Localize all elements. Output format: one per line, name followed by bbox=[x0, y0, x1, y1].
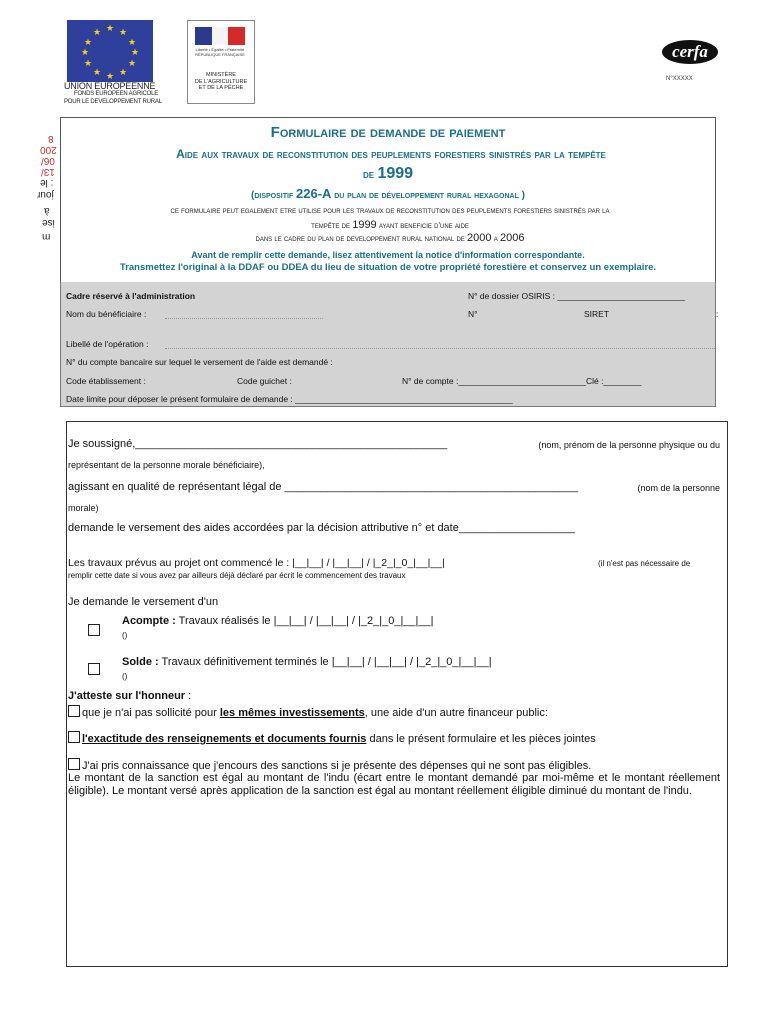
representant-text: représentant de la personne morale bénéficiaire), bbox=[68, 460, 265, 470]
eu-flag-logo: ★ ★ ★ ★ ★ ★ ★ ★ ★ ★ ★ ★ bbox=[67, 20, 153, 82]
also-line3-year1: 2000 bbox=[467, 232, 492, 244]
siret-colon: : bbox=[716, 309, 719, 319]
also-line2-year: 1999 bbox=[352, 219, 377, 231]
acompte-checkbox[interactable] bbox=[88, 624, 100, 636]
eu-caption-line3: POUR LE DEVELOPPEMENT RURAL bbox=[64, 99, 162, 105]
side-note-l7: 06/ bbox=[41, 155, 55, 166]
soussigne-field[interactable]: Je soussigné,___________________________________________________ bbox=[68, 438, 448, 450]
attestation-heading bbox=[68, 690, 191, 702]
side-note-l4: jour bbox=[37, 189, 54, 200]
eu-caption-line1: UNION EUROPEENNE bbox=[64, 81, 156, 91]
attest-exactitude-checkbox[interactable] bbox=[68, 731, 80, 743]
acompte-row bbox=[122, 615, 434, 627]
attest-exactitude bbox=[68, 731, 596, 745]
also-line2-post: ayant beneficie d'une aide bbox=[378, 221, 469, 230]
travaux-note: (il n'est pas nécessaire de bbox=[598, 559, 691, 568]
also-line2 bbox=[70, 219, 710, 231]
eu-caption bbox=[64, 82, 164, 106]
marianne-logo bbox=[195, 27, 245, 45]
attest2-bold: l'exactitude des renseignements et documents fournis bbox=[82, 733, 367, 745]
osiris-field[interactable]: N° de dossier OSIRIS : ___________________________ bbox=[468, 291, 686, 301]
code-guichet-field[interactable]: Code guichet : bbox=[237, 376, 292, 386]
solde-date[interactable]: Travaux définitivement terminés le |__|__| / |__|__| / |_2_|_0_|__|__| bbox=[161, 656, 492, 668]
solde-label: Solde : bbox=[122, 656, 159, 668]
year-value: 1999 bbox=[377, 165, 414, 182]
deadline-field[interactable]: Date limite pour déposer le présent formulaire de demande : ______________________________________________ bbox=[66, 394, 513, 404]
also-line3-pre: dans le cadre du plan de developpement rural national de bbox=[255, 234, 465, 243]
account-number-field[interactable]: N° de compte :___________________________Clé :________ bbox=[402, 376, 642, 386]
rf-name: RÉPUBLIQUE FRANÇAISE bbox=[195, 52, 245, 57]
dispositif-post: du plan de développement rural hexagonal ) bbox=[334, 190, 525, 201]
dispositif-pre: (dispositif bbox=[251, 190, 294, 201]
solde-checkbox[interactable] bbox=[88, 663, 100, 675]
siret-label: SIRET bbox=[584, 309, 610, 319]
dispositif-number: 226-A bbox=[296, 186, 332, 201]
attest1-bold: les mêmes investissements bbox=[219, 707, 365, 719]
solde-paren: () bbox=[122, 672, 128, 681]
side-note-l6: 13/ bbox=[41, 166, 55, 177]
attest1-post: , une aide d'un autre financeur public: bbox=[364, 707, 548, 719]
form-subtitle: Aide aux travaux de reconstitution des peuplements forestiers sinistrés par la tempête bbox=[176, 147, 606, 161]
decision-field[interactable]: demande le versement des aides accordées par la décision attributive n° et date___________________ bbox=[68, 522, 576, 534]
bank-account-label: N° du compte bancaire sur lequel le versement de l'aide est demandé : bbox=[66, 357, 333, 367]
libelle-label: Libellé de l'opération : bbox=[66, 339, 149, 349]
attest-sanctions bbox=[68, 758, 591, 772]
libelle-field[interactable] bbox=[165, 348, 715, 349]
also-line3 bbox=[70, 232, 710, 244]
cerfa-number: N°XXXXX bbox=[666, 76, 693, 82]
travaux-start-date[interactable]: Les travaux prévus au projet ont commencé le : |__|__| / |__|__| / |_2_|_0_|__|__| bbox=[68, 557, 445, 569]
dispositif-line bbox=[60, 186, 716, 201]
attest3-text: J'ai pris connaissance que j'encours des sanctions si je présente des dépenses qui ne sont pas éligibles. bbox=[82, 760, 592, 772]
notice-instruction: Avant de remplir cette demande, lisez attentivement la notice d'information correspondante. bbox=[191, 250, 585, 260]
ministry-text bbox=[190, 72, 252, 92]
attestation-colon: : bbox=[185, 690, 192, 702]
side-note-l9: 8 bbox=[48, 133, 54, 144]
ministry-line3: ET DE LA PÊCHE bbox=[198, 85, 244, 91]
eu-caption-line2: FONDS EUROPEEN AGRICOLE bbox=[74, 91, 159, 97]
sanction-explanation: Le montant de la sanction est égal au montant de l'indu (écart entre le montant demandé par moi-même et le montant réellement éligible). Le montant versé après application de la sanction est égal au montant réellement éligible diminué du montant de l'indu. bbox=[68, 772, 720, 797]
travaux-note-2: remplir cette date si vous avez par ailleurs déjà déclaré par écrit le commencement des travaux bbox=[68, 571, 406, 580]
also-line1: ce formulaire peut egalement etre utilise pour les travaux de reconstitution des peuplements forestiers sinistrés par la bbox=[170, 206, 610, 215]
no-label: N° bbox=[468, 309, 478, 319]
solde-row bbox=[122, 656, 492, 668]
acompte-paren: () bbox=[122, 631, 128, 640]
agissant-note: (nom de la personne bbox=[637, 483, 720, 493]
republique-text bbox=[190, 47, 250, 57]
agissant-field[interactable]: agissant en qualité de représentant légal de ________________________________________________ bbox=[68, 481, 579, 493]
ministry-line2: DE L'AGRICULTURE bbox=[194, 78, 248, 85]
also-line3-year2: 2006 bbox=[500, 232, 525, 244]
also-line3-mid: a bbox=[493, 234, 498, 243]
also-line2-pre: tempête de bbox=[311, 221, 350, 230]
side-note-l5: : le bbox=[40, 177, 54, 188]
form-title: Formulaire de demande de paiement bbox=[270, 124, 506, 141]
side-note-l8: 200 bbox=[40, 144, 57, 155]
form-year bbox=[60, 165, 716, 183]
soussigne-note: (nom, prénom de la personne physique ou du bbox=[538, 440, 720, 450]
ministry-line1: MINISTÈRE bbox=[206, 72, 236, 78]
cerfa-logo: cerfa bbox=[662, 40, 718, 64]
morale-text: morale) bbox=[68, 503, 99, 513]
beneficiaire-field[interactable] bbox=[165, 318, 323, 319]
attest-investissements bbox=[68, 705, 548, 719]
versement-heading: Je demande le versement d'un bbox=[68, 596, 219, 608]
attest2-post: dans le présent formulaire et les pièces jointes bbox=[366, 733, 596, 745]
side-note-l2: ise bbox=[42, 217, 55, 228]
attest-sanctions-checkbox[interactable] bbox=[68, 758, 80, 770]
transmit-instruction: Transmettez l'original à la DDAF ou DDEA du lieu de situation de votre propriété forestière et conservez un exemplaire. bbox=[119, 262, 657, 273]
acompte-label: Acompte : bbox=[122, 615, 176, 627]
update-note bbox=[4, 133, 64, 263]
attestation-title: J'atteste sur l'honneur bbox=[68, 690, 186, 702]
acompte-date[interactable]: Travaux réalisés le |__|__| / |__|__| / |_2_|_0_|__|__| bbox=[178, 615, 434, 627]
side-note-l3: à bbox=[44, 205, 50, 216]
rf-motto: Liberté • Égalité • Fraternité bbox=[195, 47, 245, 52]
side-note-l1: m bbox=[42, 231, 51, 242]
admin-heading: Cadre réservé à l'administration bbox=[66, 291, 196, 301]
beneficiaire-label: Nom du bénéficiaire : bbox=[66, 309, 147, 319]
attest1-pre: que je n'ai pas sollicité pour bbox=[82, 707, 217, 719]
attest-investissements-checkbox[interactable] bbox=[68, 705, 80, 717]
code-etablissement-field[interactable]: Code établissement : bbox=[66, 376, 146, 386]
year-de: de bbox=[362, 167, 375, 181]
